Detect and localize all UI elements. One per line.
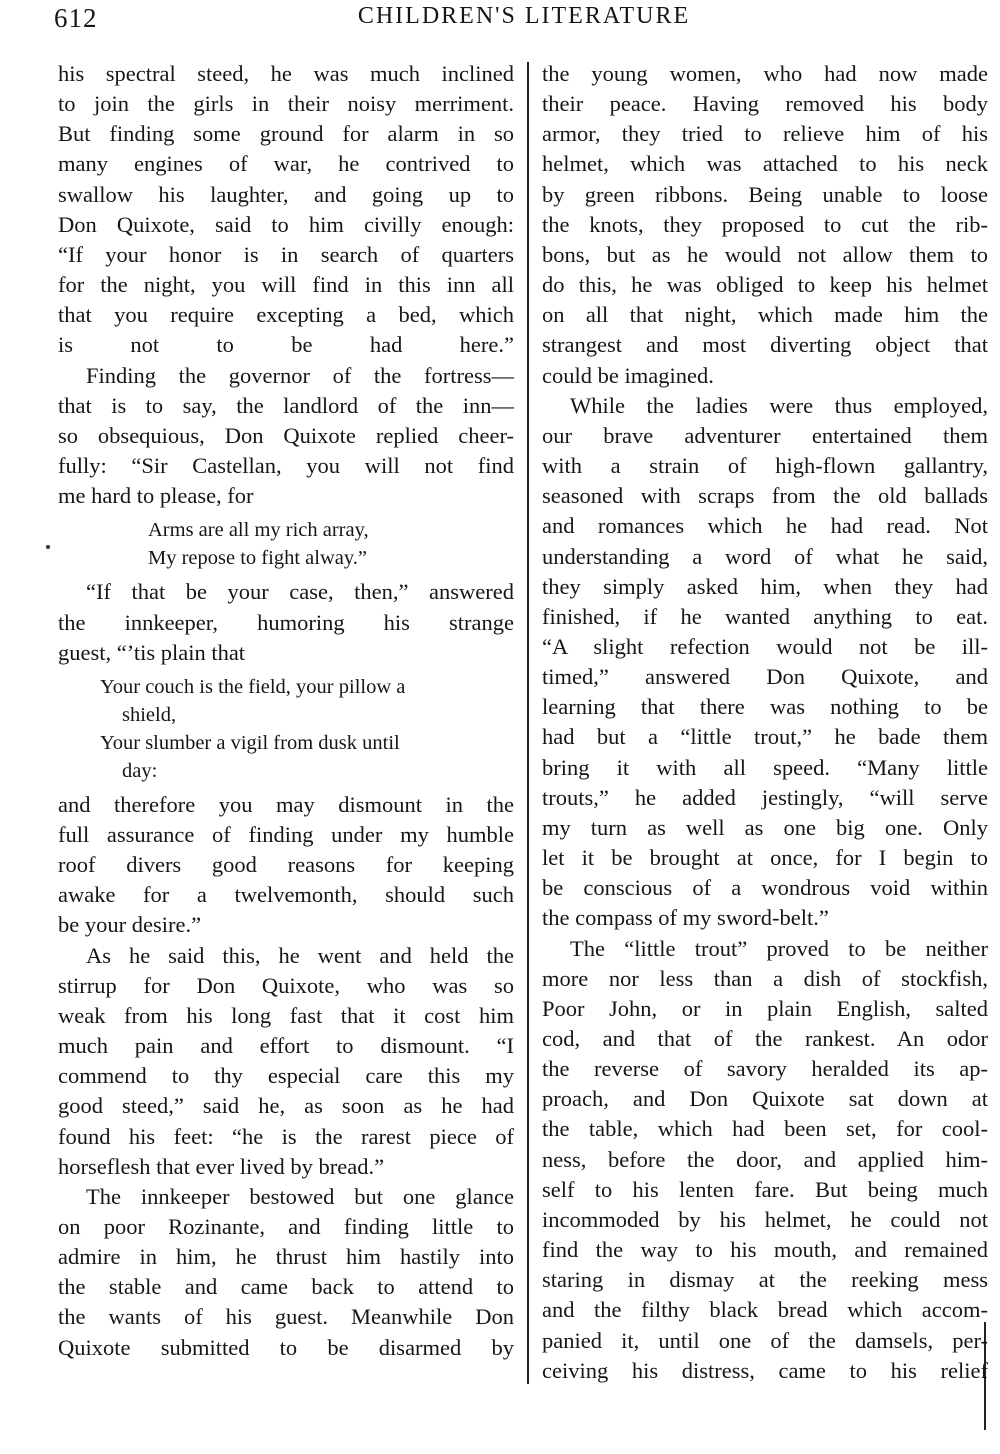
text-line: the knots, they proposed to cut the rib- (542, 211, 988, 237)
paragraph (58, 790, 514, 941)
text-line: admire in him, he thrust him hastily into (58, 1244, 514, 1270)
text-line: and therefore you may dismount in the (58, 791, 514, 817)
text-line: guest, “’tis plain that (58, 639, 246, 665)
paragraph (58, 361, 514, 512)
verse-line: shield, (122, 703, 177, 726)
text-line: had but a “little trout,” he bade them (542, 724, 988, 750)
text-line: full assurance of finding under my humble (58, 821, 514, 847)
paragraph (542, 59, 988, 391)
text-line: helmet, which was attached to his neck (542, 151, 988, 177)
text-line: “A slight refection would not be ill- (542, 633, 988, 659)
text-line: But finding some ground for alarm in so (58, 121, 514, 147)
verse-line: Your slumber a vigil from dusk until (100, 731, 400, 754)
paragraph (58, 59, 514, 361)
paragraph (542, 391, 988, 934)
text-line: with a strain of high-flown gallantry, (542, 453, 988, 479)
text-line: is not to be had here.” (58, 332, 514, 358)
text-line: ness, before the door, and applied him- (542, 1146, 988, 1172)
text-line: ceiving his distress, came to his relief (542, 1357, 988, 1383)
text-line: by green ribbons. Being unable to loose (542, 181, 988, 207)
text-line: While the ladies were thus employed, (570, 392, 988, 418)
text-line: horseflesh that ever lived by bread.” (58, 1153, 385, 1179)
text-line: commend to thy especial care this my (58, 1063, 514, 1089)
verse (58, 516, 514, 572)
text-line: the young women, who had now made (542, 61, 988, 86)
text-line: could be imagined. (542, 362, 714, 388)
text-line: proach, and Don Quixote sat down at (542, 1086, 988, 1112)
verse-line: Arms are all my rich array, (148, 519, 369, 542)
text-line: self to his lenten fare. But being much (542, 1176, 988, 1202)
text-line: Finding the governor of the fortress— (86, 362, 514, 388)
text-line: the reverse of savory heralded its ap- (542, 1056, 988, 1082)
text-line: and the filthy black bread which accom- (542, 1297, 988, 1323)
text-line: Poor John, or in plain English, salted (542, 995, 988, 1021)
text-line: timed,” answered Don Quixote, and (542, 664, 988, 690)
text-line: for the night, you will find in this inn all (58, 272, 514, 298)
text-line: good steed,” said he, as soon as he had (58, 1093, 514, 1119)
text-line: more nor less than a dish of stockfish, (542, 965, 988, 991)
text-line: armor, they tried to relieve him of his (542, 121, 988, 147)
page-number: 612 (54, 3, 98, 33)
text-line: The “little trout” proved to be neither (570, 935, 988, 961)
text-line: so obsequious, Don Quixote replied cheer- (58, 422, 514, 448)
text-line: roof divers good reasons for keeping (58, 852, 514, 878)
page-header (0, 0, 1000, 40)
text-line: cod, and that of the rankest. An odor (542, 1026, 988, 1051)
text-line: learning that there was nothing to be (542, 694, 988, 720)
text-line: awake for a twelvemonth, should such (58, 882, 514, 908)
text-line: the innkeeper, humoring his strange (58, 609, 514, 635)
text-line: staring in dismay at the reeking mess (542, 1267, 988, 1293)
paragraph (542, 934, 988, 1386)
text-line: our brave adventurer entertained them (542, 422, 988, 448)
text-line: fully: “Sir Castellan, you will not find (58, 453, 514, 479)
paragraph (58, 1182, 514, 1363)
text-line: found his feet: “he is the rarest piece of (58, 1123, 514, 1149)
text-line: on poor Rozinante, and finding little to (58, 1214, 514, 1239)
text-line: “If that be your case, then,” answered (86, 579, 514, 605)
text-line: the wants of his guest. Meanwhile Don (58, 1304, 514, 1330)
text-line: the stable and came back to attend to (58, 1274, 514, 1300)
text-line: As he said this, he went and held the (86, 942, 514, 968)
text-line: his spectral steed, he was much inclined (58, 61, 514, 86)
text-line: that is to say, the landlord of the inn— (58, 392, 514, 418)
text-line: and romances which he had read. Not (542, 513, 988, 539)
print-speck (46, 545, 50, 549)
text-line: panied it, until one of the damsels, per- (542, 1327, 988, 1353)
paragraph (58, 577, 514, 667)
text-line: swallow his laughter, and going up to (58, 181, 514, 207)
text-line: “If your honor is in search of quarters (58, 241, 514, 267)
text-line: find the way to his mouth, and remained (542, 1237, 988, 1263)
text-line: incommoded by his helmet, he could not (542, 1206, 988, 1232)
text-line: let it be brought at once, for I begin to (542, 845, 988, 871)
text-line: Don Quixote, said to him civilly enough: (58, 211, 514, 237)
text-line: weak from his long fast that it cost him (58, 1002, 514, 1028)
text-line: me hard to please, for (58, 483, 254, 509)
verse-line: day: (122, 759, 158, 782)
text-line: be your desire.” (58, 912, 202, 938)
text-line: much pain and effort to dismount. “I (58, 1033, 514, 1059)
left-column (58, 59, 514, 1363)
column-divider (527, 62, 529, 1384)
text-line: they simply asked him, when they had (542, 573, 988, 599)
text-line: the table, which had been set, for cool- (542, 1116, 988, 1142)
text-line: stirrup for Don Quixote, who was so (58, 972, 514, 998)
text-line: finished, if he wanted anything to eat. (542, 603, 988, 629)
text-line: Quixote submitted to be disarmed by (58, 1334, 514, 1360)
text-line: that you require excepting a bed, which (58, 302, 514, 328)
text-line: seasoned with scraps from the old ballads (542, 483, 988, 509)
right-column (542, 59, 988, 1386)
text-line: bons, but as he would not allow them to (542, 241, 988, 267)
text-line: to join the girls in their noisy merriment. (58, 91, 514, 117)
text-line: their peace. Having removed his body (542, 91, 988, 117)
verse-line: Your couch is the field, your pillow a (100, 675, 406, 698)
text-line: on all that night, which made him the (542, 302, 988, 328)
verse-line: My repose to fight alway.” (148, 547, 367, 570)
text-line: trouts,” he added jestingly, “will serve (542, 784, 988, 810)
text-line: The innkeeper bestowed but one glance (86, 1183, 514, 1209)
paragraph (58, 941, 514, 1182)
text-line: the compass of my sword-belt.” (542, 905, 829, 931)
text-line: strangest and most diverting object that (542, 332, 988, 358)
text-line: many engines of war, he contrived to (58, 151, 514, 177)
text-line: do this, he was obliged to keep his helmet (542, 272, 988, 298)
verse (58, 673, 514, 785)
text-line: my turn as well as one big one. Only (542, 814, 988, 840)
text-line: be conscious of a wondrous void within (542, 875, 988, 901)
text-line: understanding a word of what he said, (542, 543, 988, 569)
text-line: bring it with all speed. “Many little (542, 754, 988, 780)
running-title: CHILDREN'S LITERATURE (357, 3, 691, 29)
